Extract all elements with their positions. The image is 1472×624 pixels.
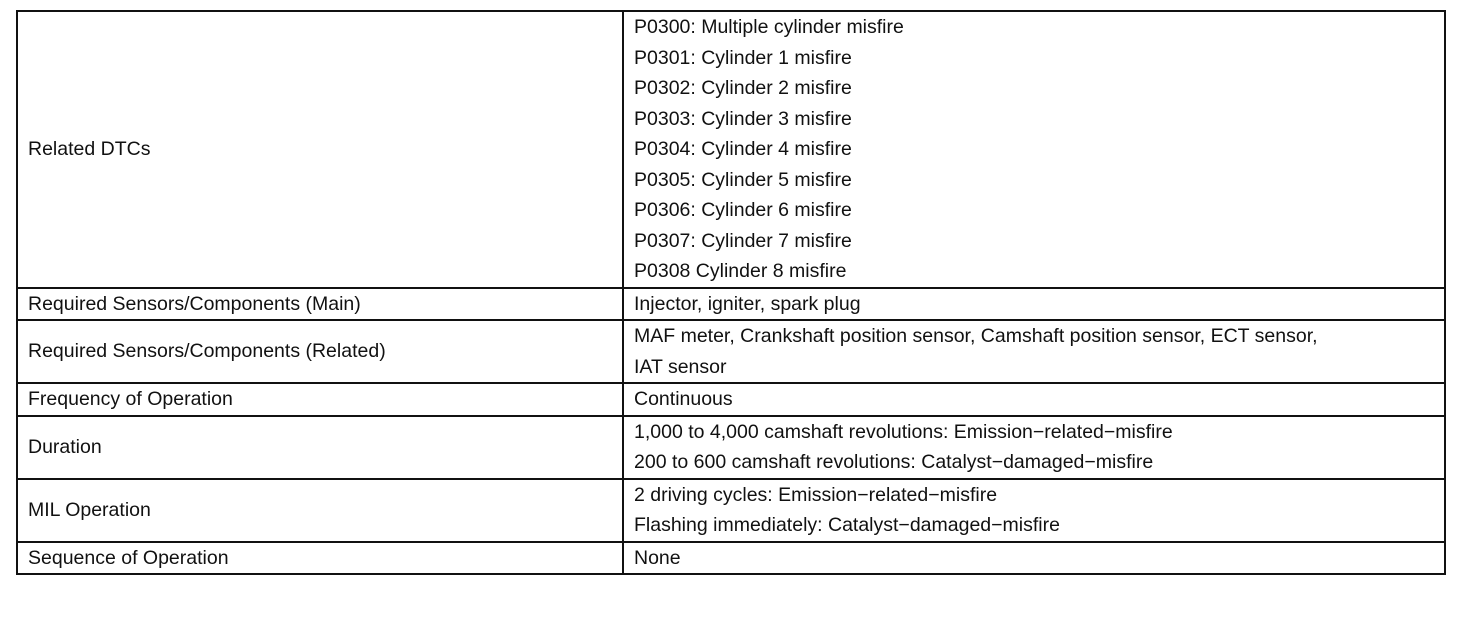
value-line: P0306: Cylinder 6 misfire [634,199,852,221]
value-line: P0304: Cylinder 4 misfire [634,138,852,160]
value-line: P0308 Cylinder 8 misfire [634,260,847,282]
value-line: Continuous [634,388,733,410]
row-value-main-components [623,288,1445,321]
value-line: P0301: Cylinder 1 misfire [634,46,852,69]
row-value-sequence [623,542,1445,575]
value-line: IAT sensor [634,355,727,378]
value-line: None [634,546,681,569]
row-value-related-dtcs [623,11,1445,288]
value-line: Injector, igniter, spark plug [634,292,861,315]
table-row [17,288,1445,321]
row-value-frequency [623,383,1445,416]
value-line: P0303: Cylinder 3 misfire [634,107,852,130]
row-label-related-components: Required Sensors/Components (Related) [17,320,623,383]
row-label-main-components: Required Sensors/Components (Main) [17,288,623,321]
table-row [17,416,1445,479]
value-line: P0305: Cylinder 5 misfire [634,168,852,191]
value-line: 200 to 600 camshaft revolutions: Catalyst−damaged−misfire [634,451,1154,473]
row-label-related-dtcs: Related DTCs [17,11,623,288]
value-line: Flashing immediately: Catalyst−damaged−misfire [634,514,1060,536]
row-value-duration [623,416,1445,479]
value-line: MAF meter, Crankshaft position sensor, Camshaft position sensor, ECT sensor, [634,325,1318,347]
row-value-related-components [623,320,1445,383]
table-row [17,11,1445,288]
value-line: P0307: Cylinder 7 misfire [634,229,852,252]
row-label-frequency: Frequency of Operation [17,383,623,416]
value-line: P0302: Cylinder 2 misfire [634,77,852,99]
row-label-mil-operation: MIL Operation [17,479,623,542]
row-label-sequence: Sequence of Operation [17,542,623,575]
row-value-mil-operation [623,479,1445,542]
table-row [17,542,1445,575]
value-line: 2 driving cycles: Emission−related−misfire [634,483,998,506]
value-line: 1,000 to 4,000 camshaft revolutions: Emission−related−misfire [634,420,1173,443]
dtc-spec-table [16,10,1446,575]
table-row [17,320,1445,383]
row-label-duration: Duration [17,416,623,479]
value-line: P0300: Multiple cylinder misfire [634,16,904,38]
table-row [17,479,1445,542]
table-row [17,383,1445,416]
